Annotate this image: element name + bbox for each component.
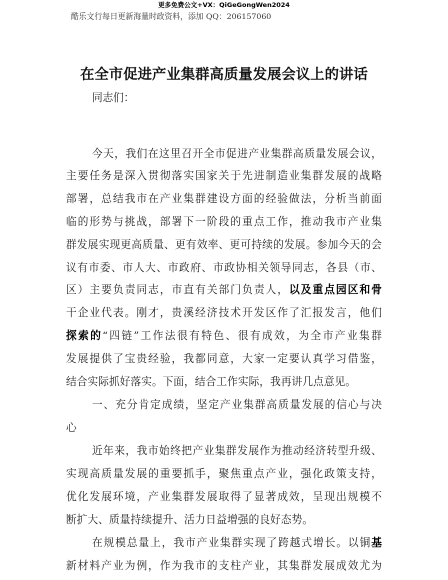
body-line <box>66 375 382 389</box>
body-line <box>66 536 382 550</box>
line-text: 结合实际抓好落实。下面，结合工作实际，我再讲几点意见。 <box>66 376 357 388</box>
body-line <box>66 261 382 275</box>
line-text: 群发展实现更高质量、更有效率、更可持续的发展。参加今天的会 <box>66 239 382 251</box>
body-line <box>66 329 382 343</box>
line-text: 区）主要负责同志，市直有关部门负责人， <box>66 284 290 296</box>
top-banner: 更多免费公文+VX：QiGeGongWen2024 <box>158 1 290 9</box>
line-text: 断扩大、质量持续提升、活力日益增强的良好态势。 <box>66 514 314 526</box>
body-line <box>66 421 382 435</box>
body-line <box>66 513 382 527</box>
line-text: 今天，我们在这里召开全市促进产业集群高质量发展会议， <box>92 148 382 160</box>
body-line <box>66 467 382 481</box>
bold-emphasis: 探索的 <box>66 330 103 342</box>
body-line <box>66 398 382 412</box>
line-text: 近年来，我市始终把产业集群发展作为推动经济转型升级、 <box>92 445 382 457</box>
body-line <box>66 169 382 183</box>
line-text: 心 <box>66 422 77 434</box>
body-line <box>66 283 382 297</box>
line-text: 一、充分肯定成绩，坚定产业集群高质量发展的信心与决 <box>92 399 382 411</box>
body-line <box>66 215 382 229</box>
body-line <box>66 352 382 366</box>
line-text: “四链”工作法很有特色、很有成效，为全市产业集群 <box>102 330 382 342</box>
line-text: 临的形势与挑战，部署下一阶段的重点工作，推动我市产业集 <box>66 216 382 228</box>
body-line <box>66 238 382 252</box>
line-text: 主要任务是深入贯彻落实国家关于先进制造业集群发展的战略 <box>66 170 382 182</box>
bold-emphasis: 以及重点园区和骨 <box>289 284 382 296</box>
body-line <box>66 559 382 573</box>
body-line <box>66 147 382 161</box>
line-text: 优化发展环境，产业集群发展取得了显著成效，呈现出规模不 <box>66 491 382 503</box>
salutation: 同志们： <box>92 92 135 104</box>
line-text: 实现高质量发展的重要抓手，聚焦重点产业，强化政策支持， <box>66 468 382 480</box>
line-text: 发展提供了宝贵经验，我都同意，大家一定要认真学习借鉴， <box>66 353 382 365</box>
line-text: 在规模总量上，我市产业集群实现了跨越式增长。以铜 <box>92 537 372 549</box>
line-text: 干企业代表。刚才，贵溪经济技术开发区作了汇报发言，他们 <box>66 307 382 319</box>
body-line <box>66 192 382 206</box>
body-line <box>66 444 382 458</box>
bold-emphasis: 基 <box>371 537 382 549</box>
line-text: 议有市委、市人大、市政府、市政协相关领导同志，各县（市、 <box>66 262 382 274</box>
body-line <box>66 306 382 320</box>
line-text: 新材料产业为例，作为我市的支柱产业，其集群发展成效尤为 <box>66 560 382 572</box>
document-title: 在全市促进产业集群高质量发展会议上的讲话 <box>80 67 368 83</box>
header-note: 酷乐文行每日更新海量时政资料，添加 QQ：206157060 <box>71 12 272 21</box>
body-line <box>66 490 382 504</box>
line-text: 部署，总结我市在产业集群建设方面的经验做法，分析当前面 <box>66 193 382 205</box>
